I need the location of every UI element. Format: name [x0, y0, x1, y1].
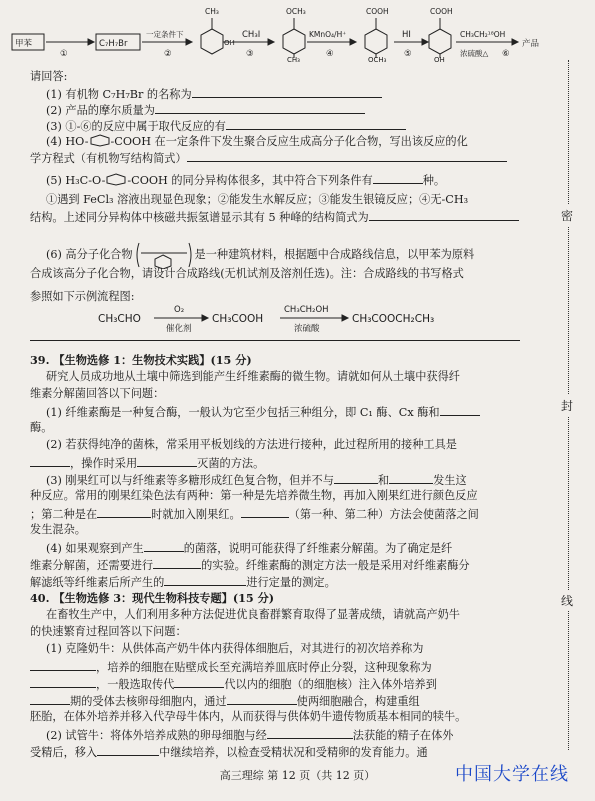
answer-blank[interactable]	[227, 693, 297, 705]
step-label: ⑤	[404, 49, 412, 59]
question-text: (6) 高分子化合物	[46, 248, 133, 261]
answer-blank[interactable]	[440, 404, 480, 416]
question-text: 是一种建筑材料，根据题中合成路线信息，以甲苯为原料	[194, 248, 475, 261]
substituent-label: OH	[434, 56, 445, 62]
question-text: 学方程式（有机物写结构简式）	[30, 152, 187, 165]
question-line	[46, 727, 453, 743]
reagent-label: 一定条件下	[146, 30, 184, 39]
example-flow	[96, 300, 476, 334]
question-text: ，操作时采用	[70, 457, 138, 470]
reaction-scheme	[4, 0, 579, 62]
question-text: (3) 刚果红可以与纤维素等多糖形成红色复合物，但并不与	[46, 474, 334, 487]
question-text: (2) 试管牛：将体外培养成熟的卵母细胞与经	[46, 729, 267, 742]
page-footer: 高三理综 第 12 页（共 12 页）	[219, 769, 376, 782]
polymer-structure-icon	[133, 241, 195, 269]
question-text: 解滤纸等纤维素后所产生的	[30, 576, 165, 589]
reagent-label: CH₃CH₂¹⁸OH	[460, 30, 506, 39]
question-text: -COOH 在一定条件下发生聚合反应生成高分子化合物，写出该反应的化	[110, 135, 468, 148]
question-line	[46, 540, 452, 556]
question-line	[30, 557, 470, 573]
answer-blank[interactable]	[192, 86, 382, 98]
margin-seal-char: 密	[561, 205, 573, 226]
question-text: 代以内的细胞（的细胞核）注入体外培养到	[224, 678, 437, 691]
question-text: -COOH 的同分异构体很多，其中符合下列条件有	[127, 174, 373, 187]
example-compound: CH₃CHO	[98, 313, 141, 325]
question-line	[30, 574, 336, 590]
step-label: ②	[164, 49, 172, 59]
answer-blank[interactable]	[389, 472, 433, 484]
section-heading: 39. 【生物选修 1：生物技术实践】(15 分)	[30, 353, 252, 367]
answer-blank[interactable]	[30, 693, 70, 705]
question-line	[46, 472, 467, 488]
example-compound: CH₃COOH	[212, 313, 264, 325]
answer-blank[interactable]	[373, 172, 423, 184]
step-label: ⑥	[502, 49, 510, 59]
answer-blank[interactable]	[144, 540, 184, 552]
example-compound: CH₃COOCH₂CH₃	[352, 313, 435, 325]
question-text: (4) 如果观察到产生	[46, 542, 144, 555]
text-line: 合成该高分子化合物，请设计合成路线(无机试剂及溶剂任选)。注：合成路线的书写格式	[30, 267, 464, 280]
question-line	[30, 693, 420, 709]
text-line: (1) 克隆奶牛：从供体高产奶牛体内获得体细胞后，对其进行的初次培养称为	[46, 642, 424, 655]
text-line: 酶。	[30, 421, 53, 434]
question-text: 发生这	[433, 474, 467, 487]
scheme-start: 甲苯	[15, 39, 33, 49]
step-label: ④	[326, 49, 334, 59]
answer-blank[interactable]	[241, 506, 289, 518]
answer-blank[interactable]	[164, 574, 246, 586]
question-text: 中继续培养，以检查受精状况和受精卵的发育能力。通	[159, 746, 428, 759]
answer-blank[interactable]	[30, 659, 96, 671]
question-text: (3) ①-⑥的反应中属于取代反应的有	[46, 120, 226, 133]
example-condition: 浓硫酸	[294, 324, 320, 334]
text-line: 研究人员成功地从土壤中筛选到能产生纤维素酶的微生物。请就如何从土壤中获得纤	[46, 370, 460, 383]
section-heading: 40. 【生物选修 3：现代生物科技专题】(15 分)	[30, 591, 275, 605]
question-line	[46, 86, 382, 102]
example-reagent: O₂	[174, 305, 185, 315]
text-line: 在畜牧生产中，人们利用多种方法促进优良畜群繁育取得了显著成绩，请就高产奶牛	[46, 608, 460, 621]
question-text: 的菌落，说明可能获得了纤维素分解菌。为了确定是纤	[183, 542, 453, 555]
example-condition: 催化剂	[166, 324, 192, 334]
step-label: ③	[246, 49, 254, 59]
question-text: (4) HO-	[46, 135, 89, 148]
text-line: 参照如下示例流程图:	[30, 290, 135, 303]
question-line	[30, 744, 428, 760]
substituent-label: CH₃	[205, 7, 219, 16]
margin-seal-char: 线	[561, 590, 573, 611]
text-line: (2) 若获得纯净的菌株，常采用平板划线的方法进行接种，此过程所用的接种工具是	[46, 438, 457, 451]
question-line	[30, 506, 479, 522]
question-text: 灭菌的方法。	[197, 457, 265, 470]
benzene-ring-icon	[105, 173, 127, 186]
text-line: 发生混杂。	[30, 523, 86, 536]
margin-seal-char: 封	[561, 395, 573, 416]
substituent-label: CH₃	[287, 56, 300, 62]
question-text: 的实验。纤维素酶的测定方法一般是采用对纤维素酶分	[201, 559, 470, 572]
question-line	[46, 134, 468, 149]
benzene-ring-icon	[89, 134, 111, 147]
question-text: ，培养的细胞在贴壁成长至充满培养皿底时停止分裂，这种现象称为	[96, 661, 432, 674]
substituent-label: OCH₃	[368, 56, 387, 62]
example-reagent: CH₃CH₂OH	[284, 305, 329, 315]
step-label: ①	[60, 49, 68, 59]
question-text: (1) 纤维素酶是一种复合酶，一般认为它至少包括三种组分，即 C₁ 酶、Cx 酶和	[46, 406, 440, 419]
answer-blank[interactable]	[226, 118, 406, 130]
question-text: 维素分解菌，还需要进行	[30, 559, 154, 572]
answer-blank[interactable]	[369, 209, 519, 221]
question-text: 受精后，移入	[30, 746, 98, 759]
answer-blank[interactable]	[267, 727, 353, 739]
answer-blank[interactable]	[30, 676, 96, 688]
answer-blank[interactable]	[334, 472, 378, 484]
answer-blank[interactable]	[97, 744, 159, 756]
answer-blank[interactable]	[155, 102, 365, 114]
text-line: 种反应。常用的刚果红染色法有两种：第一种是先培养微生物，再加入刚果红进行颜色反应	[30, 489, 478, 502]
question-line	[30, 455, 264, 471]
scheme-product: 产品	[522, 39, 540, 49]
question-line	[46, 118, 406, 134]
text-line: 维素分解菌回答以下问题：	[30, 387, 165, 400]
reagent-label: HI	[402, 30, 411, 40]
question-line	[30, 676, 437, 692]
question-line	[30, 659, 432, 675]
question-text: 法获能的精子在体外	[352, 729, 454, 742]
scheme-intermediate: C₇H₇Br	[99, 39, 128, 49]
question-text: 结构。上述同分异构体中核磁共振氢谱显示其有 5 种峰的结构简式为	[30, 211, 369, 224]
question-line	[46, 241, 474, 269]
reagent-label: KMnO₄/H⁺	[309, 30, 347, 39]
answer-blank[interactable]	[174, 676, 224, 688]
question-text: (5) H₃C-O-	[46, 174, 106, 187]
question-line	[30, 150, 507, 166]
text-line: ①遇到 FeCl₃ 溶液出现显色现象；②能发生水解反应；③能发生银镜反应；④无-CH₃	[46, 193, 469, 206]
watermark: 中国大学在线	[455, 764, 569, 785]
answer-blank[interactable]	[153, 557, 201, 569]
question-line	[46, 172, 445, 188]
reagent-label: 浓硫酸△	[460, 49, 489, 58]
answer-blank[interactable]	[30, 455, 70, 467]
reagent-label: CH₃I	[242, 30, 261, 40]
substituent-label: OCH₃	[286, 7, 306, 16]
answer-blank[interactable]	[137, 455, 197, 467]
question-text: (1) 有机物 C₇H₇Br 的名称为	[46, 88, 192, 101]
text-line: 胚胎，在体外培养并移入代孕母牛体内，从而获得与供体奶牛遗传物质基本相同的犊牛。	[30, 710, 467, 723]
question-text: 和	[377, 474, 390, 487]
question-text: 进行定量的测定。	[246, 576, 336, 589]
substituent-label: COOH	[366, 7, 389, 16]
question-line	[46, 102, 365, 118]
answer-blank[interactable]	[30, 340, 520, 341]
text-line: 的快速繁育过程回答以下问题：	[30, 625, 187, 638]
question-text: ；第二种是在	[30, 508, 98, 521]
question-text: 使两细胞融合，构建重组	[296, 695, 420, 708]
question-text: ，一般选取传代	[96, 678, 175, 691]
text-line: 请回答:	[30, 70, 68, 83]
question-text: 时就加入刚果红。	[151, 508, 241, 521]
question-text: 期的受体去核卵母细胞内，通过	[70, 695, 227, 708]
question-line	[30, 209, 519, 225]
question-text: （第一种、第二种）方法会使菌落之间	[288, 508, 479, 521]
answer-blank[interactable]	[187, 150, 507, 162]
answer-blank[interactable]	[97, 506, 151, 518]
substituent-label: COOH	[430, 7, 453, 16]
question-text: (2) 产品的摩尔质量为	[46, 104, 155, 117]
question-line	[46, 404, 480, 420]
question-text: 种。	[422, 174, 446, 187]
substituent-label: OH	[224, 39, 235, 47]
